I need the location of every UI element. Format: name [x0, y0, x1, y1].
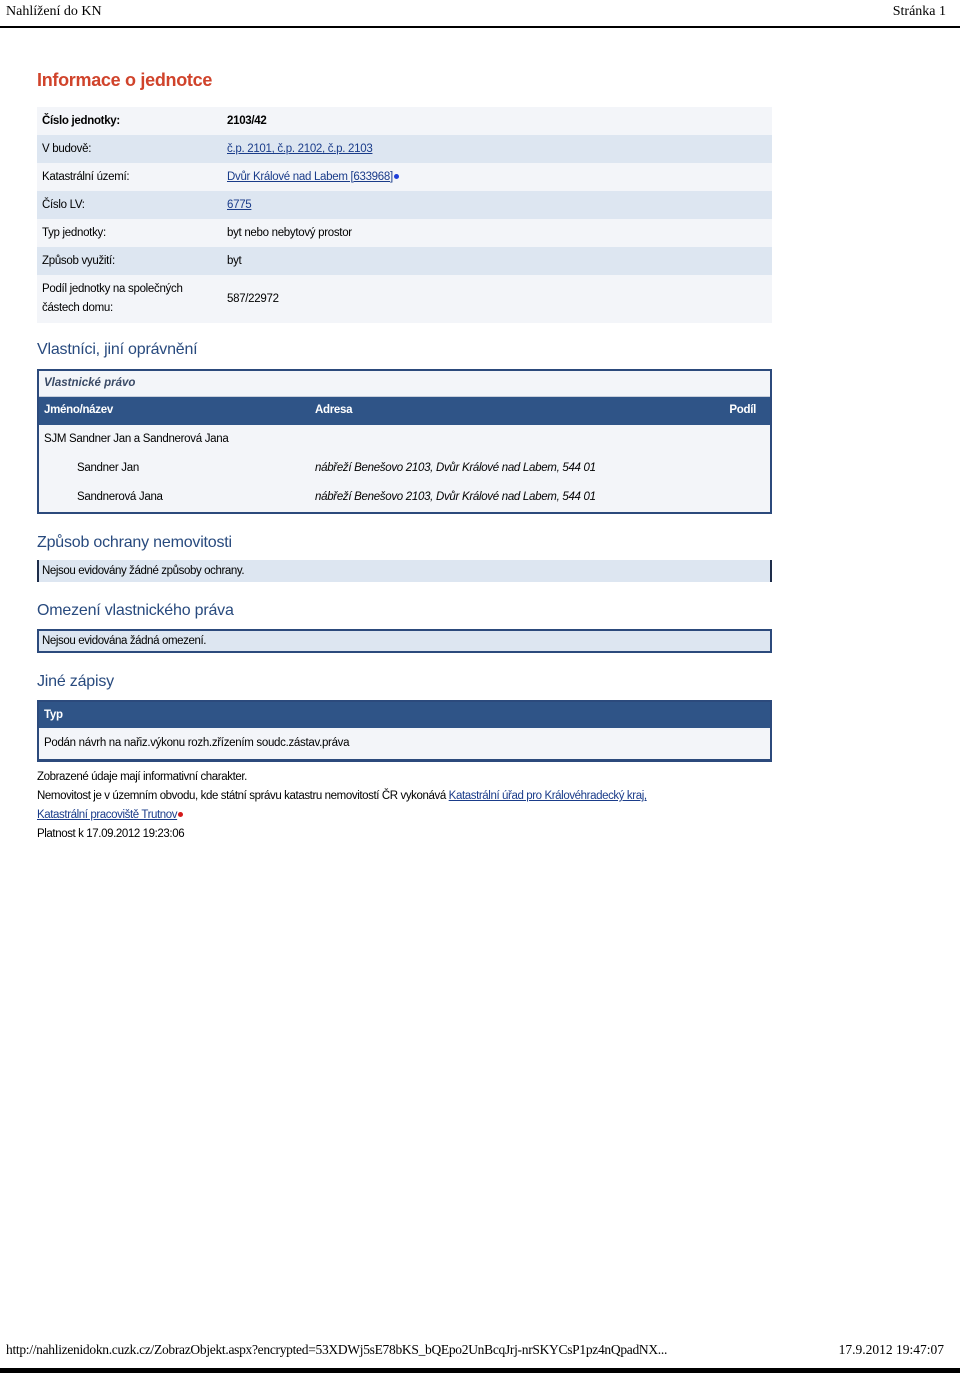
- page-title: Informace o jednotce: [37, 70, 213, 90]
- authority-link-workplace[interactable]: Katastrální pracoviště Trutnov: [37, 809, 178, 821]
- other-entries-section-title: Jiné zápisy: [37, 673, 114, 690]
- info-value-cell: [222, 135, 772, 163]
- column-header-name: Jméno/název: [44, 404, 113, 416]
- owner-name: Sandner Jan: [77, 462, 139, 474]
- other-entries-header-row: [39, 702, 770, 728]
- info-value-link[interactable]: 6775: [227, 199, 252, 211]
- protection-note: Nejsou evidovány žádné způsoby ochrany.: [37, 560, 772, 582]
- ownership-header-row: [39, 397, 770, 425]
- other-entries-table: [37, 700, 772, 762]
- other-entry-row: [39, 728, 770, 759]
- info-value-cell: [222, 247, 772, 275]
- print-header-title: Nahlížení do KN: [6, 4, 102, 19]
- print-header: [0, 0, 960, 28]
- authority-link[interactable]: Katastrální úřad pro Královéhradecký kraj,: [448, 790, 647, 802]
- info-row: [37, 247, 772, 275]
- info-row: [37, 107, 772, 135]
- info-label: Katastrální území:: [37, 163, 222, 191]
- external-link-icon: [394, 174, 399, 179]
- info-value: 2103/42: [227, 115, 267, 127]
- info-label: Číslo jednotky:: [37, 107, 222, 135]
- owner-address: nábřeží Benešovo 2103, Dvůr Králové nad Labem, 544 01: [315, 491, 596, 503]
- informative-note: Zobrazené údaje mají informativní charakter.: [37, 771, 247, 783]
- column-header-address: Adresa: [315, 404, 353, 416]
- print-footer-timestamp: 17.9.2012 19:47:07: [838, 1342, 944, 1357]
- info-label: Způsob využití:: [37, 247, 222, 275]
- footer-notes: [37, 768, 772, 844]
- validity-note: Platnost k 17.09.2012 19:23:06: [37, 828, 185, 840]
- info-value-cell: [222, 219, 772, 247]
- info-value-cell: [222, 107, 772, 135]
- print-footer: [0, 1338, 960, 1373]
- owner-row: [39, 483, 770, 512]
- info-label: V budově:: [37, 135, 222, 163]
- info-row: [37, 275, 772, 323]
- info-value: byt nebo nebytový prostor: [227, 227, 352, 239]
- protection-section-title: Způsob ochrany nemovitosti: [37, 534, 232, 551]
- owner-group-row: [39, 425, 770, 454]
- unit-info-table: [37, 107, 772, 323]
- restriction-note: Nejsou evidována žádná omezení.: [37, 629, 772, 653]
- external-link-icon: [178, 812, 183, 817]
- info-value-cell: [222, 163, 772, 191]
- info-value-link[interactable]: Dvůr Králové nad Labem [633968]: [227, 171, 393, 183]
- info-row: [37, 219, 772, 247]
- info-label: Číslo LV:: [37, 191, 222, 219]
- page-content: [37, 70, 772, 844]
- info-value: byt: [227, 255, 242, 267]
- ownership-table: [37, 369, 772, 514]
- info-row: [37, 163, 772, 191]
- print-header-page: Stránka 1: [892, 4, 946, 19]
- info-value-cell: [222, 275, 772, 323]
- owner-address: nábřeží Benešovo 2103, Dvůr Králové nad Labem, 544 01: [315, 462, 596, 474]
- authority-note: [37, 787, 772, 825]
- owner-group-name: SJM Sandner Jan a Sandnerová Jana: [44, 433, 229, 445]
- owner-name: Sandnerová Jana: [77, 491, 163, 503]
- column-header-type: Typ: [44, 709, 63, 721]
- info-value-cell: [222, 191, 772, 219]
- column-header-share: Podíl: [729, 404, 756, 416]
- info-row: [37, 191, 772, 219]
- other-entry-text: Podán návrh na nařiz.výkonu rozh.zřízením soudc.zástav.práva: [44, 737, 350, 749]
- authority-prefix: Nemovitost je v územním obvodu, kde státní správu katastru nemovitostí ČR vykonává: [37, 790, 446, 802]
- restriction-section-title: Omezení vlastnického práva: [37, 602, 234, 619]
- ownership-caption: Vlastnické právo: [39, 371, 770, 397]
- owners-section-title: Vlastníci, jiní oprávnění: [37, 341, 198, 358]
- info-row: [37, 135, 772, 163]
- owner-row: [39, 454, 770, 483]
- print-footer-url: http://nahlizenidokn.cuzk.cz/ZobrazObjekt.aspx?encrypted=53XDWj5sE78bKS_bQEpo2UnBcqJrj-nrSKYCsP1pz4nQpadNX...: [6, 1342, 668, 1357]
- info-value-link[interactable]: č.p. 2101, č.p. 2102, č.p. 2103: [227, 143, 373, 155]
- info-label: Podíl jednotky na společných částech domu:: [37, 275, 222, 323]
- info-label: Typ jednotky:: [37, 219, 222, 247]
- info-value: 587/22972: [227, 292, 279, 305]
